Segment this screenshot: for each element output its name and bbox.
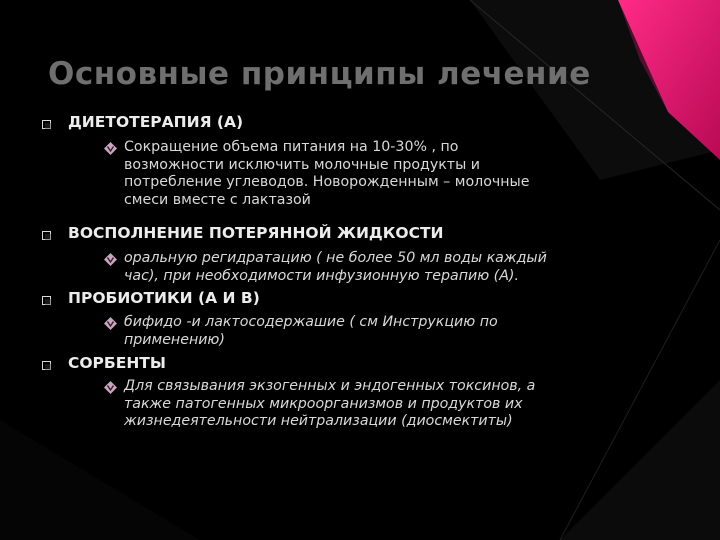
section-text-probiotics	[124, 314, 498, 349]
text-line: также патогенных микроорганизмов и продуктов их	[124, 395, 523, 412]
section-heading-fluid: ВОСПОЛНЕНИЕ ПОТЕРЯННОЙ ЖИДКОСТИ	[68, 224, 444, 242]
text-line: оральную регидратацию ( не более 50 мл воды каждый	[124, 250, 547, 266]
diamond-v-bullet-icon	[104, 317, 117, 330]
section-heading-sorbents: СОРБЕНТЫ	[68, 354, 166, 372]
section-text-fluid	[124, 250, 547, 285]
diamond-v-bullet-icon	[104, 253, 117, 266]
text-line: возможности исключить молочные продукты и	[124, 156, 481, 173]
text-line: потребление углеводов. Новорожденным – молочные	[124, 174, 530, 190]
hollow-square-bullet-icon	[42, 296, 51, 305]
text-line: час), при необходимости инфузионную терапию (А).	[124, 267, 519, 284]
section-heading-diet: ДИЕТОТЕРАПИЯ (А)	[68, 113, 244, 131]
text-line: применению)	[124, 331, 225, 348]
diamond-v-bullet-icon	[104, 381, 117, 394]
text-line: смеси вместе с лактазой	[124, 191, 311, 208]
section-text-sorbents	[124, 378, 535, 431]
text-line: Сокращение объема питания на 10-30% , по	[124, 139, 459, 155]
text-line: Для связывания экзогенных и эндогенных токсинов, а	[124, 378, 536, 394]
hollow-square-bullet-icon	[42, 361, 51, 370]
hollow-square-bullet-icon	[42, 120, 51, 129]
section-text-diet	[124, 139, 529, 209]
text-line: бифидо -и лактосодержашие ( см Инструкцию по	[124, 314, 498, 330]
hollow-square-bullet-icon	[42, 231, 51, 240]
text-line: жизнедеятельности нейтрализации (диосмектиты)	[124, 413, 513, 429]
diamond-v-bullet-icon	[104, 142, 117, 155]
slide-title: Основные принципы лечение	[48, 56, 591, 92]
section-heading-probiotics: ПРОБИОТИКИ (А И В)	[68, 289, 260, 307]
